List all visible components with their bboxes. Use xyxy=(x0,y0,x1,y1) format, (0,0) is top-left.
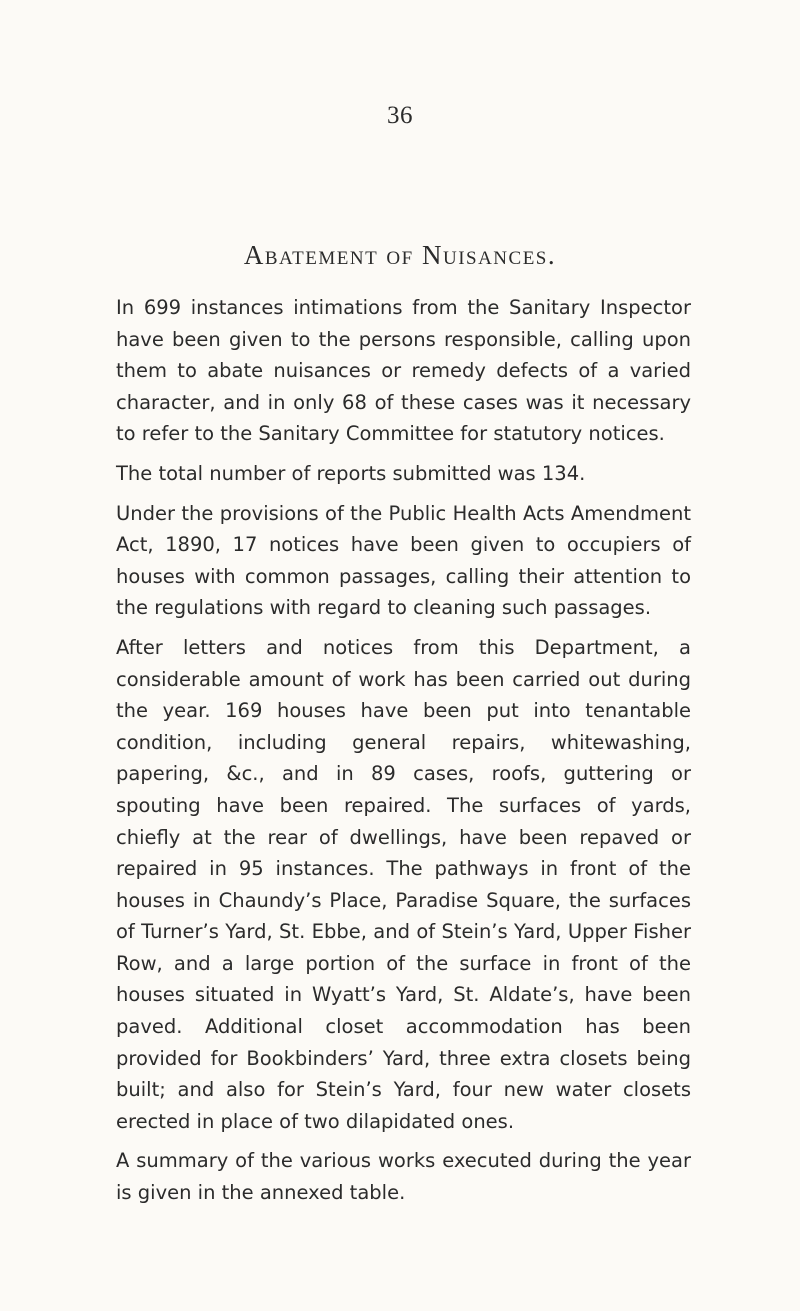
section-heading: Abatement of Nuisances. xyxy=(243,240,557,270)
body-text xyxy=(116,292,691,1217)
paragraph-reports-total: The total number of reports submitted was 134. xyxy=(116,461,586,485)
paragraph-works-carried-out: After letters and notices from this Department, a considerable amount of work has been carried out during the year. 169 houses have been put into tenantable condition, including general repairs, whitewashing, papering, &c., and in 89 cases, roofs, guttering or spouting have been repaired. The surfaces of yards, chiefly at the rear of dwellings, have been repaved or repaired in 95 instances. The pathways in front of the houses in Chaundy’s Place, Paradise Square, the surfaces of Turner’s Yard, St. Ebbe, and of Stein’s Yard, Upper Fisher Row, and a large portion of the surface in front of the houses situated in Wyatt’s Yard, St. Aldate’s, have been paved. Additional closet accommodation has been provided for Bookbinders’ Yard, three extra closets being built; and also for Stein’s Yard, four new water closets erected in place of two dilapidated ones. xyxy=(116,635,691,1133)
page-number: 36 xyxy=(387,102,413,129)
paragraph-common-passages: Under the provisions of the Public Health Acts Amendment Act, 1890, 17 notices have been given to occupiers of houses with common passages, calling their attention to the regulations with regard to cleaning such passages. xyxy=(116,501,691,620)
paragraph-summary: A summary of the various works executed during the year is given in the annexed table. xyxy=(116,1149,691,1205)
paragraph-intimations: In 699 instances intimations from the Sanitary Inspector have been given to the persons responsible, calling upon them to abate nuisances or remedy defects of a varied character, and in only 68 of these cases was it necessary to refer to the Sanitary Committee for statutory notices. xyxy=(116,296,691,446)
